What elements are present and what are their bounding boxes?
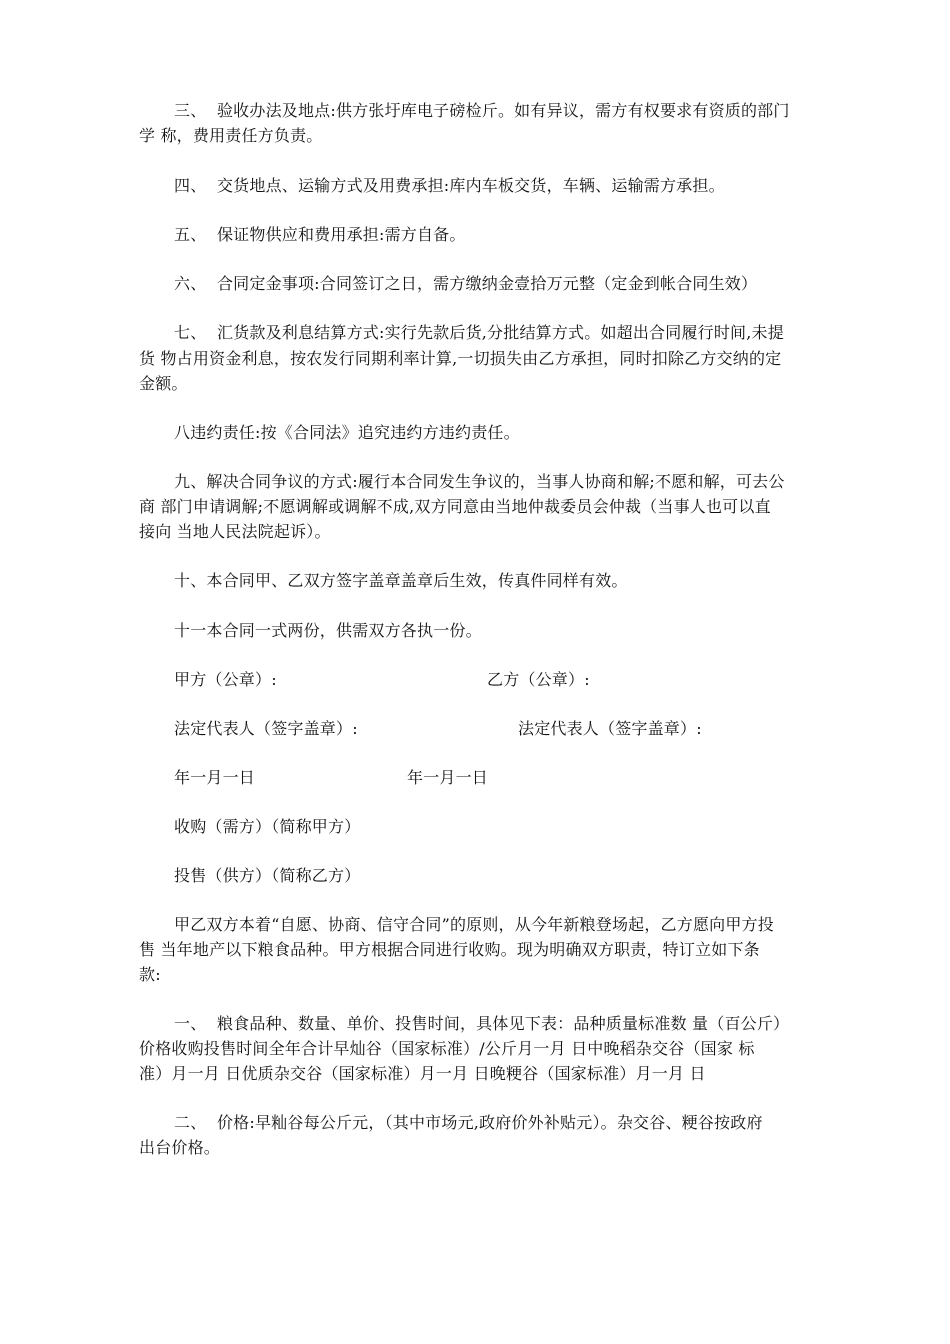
clause-6: 六、 合同定金事项:合同签订之日，需方缴纳金壹拾万元整（定金到帐合同生效） bbox=[174, 274, 758, 293]
clause-8: 八违约责任:按《合同法》追究违约方违约责任。 bbox=[174, 423, 520, 442]
clause-3-line-2: 学 称，费用责任方负责。 bbox=[139, 126, 323, 145]
clause-7-line-2: 货 物占用资金利息，按农发行同期利率计算,一切损失由乙方承担，同时扣除乙方交纳的定 bbox=[139, 349, 782, 368]
clause-10: 十、本合同甲、乙双方签字盖章盖章后生效，传真件同样有效。 bbox=[174, 571, 628, 590]
preamble-line-2: 售 当年地产以下粮食品种。甲方根据合同进行收购。现为明确双方职责，特订立如下条 bbox=[139, 940, 760, 959]
clause-1-line-3: 准）月一月 日优质杂交谷（国家标准）月一月 日晚粳谷（国家标准）月一月 日 bbox=[139, 1064, 706, 1083]
buyer-heading: 收购（需方）（简称甲方） bbox=[174, 817, 361, 836]
clause-1-line-2: 价格收购投售时间全年合计早灿谷（国家标准）/公斤月一月 日中晚稻杂交谷（国家 标 bbox=[139, 1039, 755, 1058]
clause-2-line-1: 二、 价格:早籼谷每公斤元，（其中市场元,政府价外补贴元）。杂交谷、粳谷按政府 bbox=[174, 1113, 763, 1132]
party-b-date: 年一月一日 bbox=[407, 768, 489, 787]
party-a-representative-label: 法定代表人（签字盖章）: bbox=[174, 719, 358, 738]
clause-2-line-2: 出台价格。 bbox=[139, 1138, 221, 1157]
clause-9-line-3: 接向 当地人民法院起诉）。 bbox=[139, 522, 331, 541]
preamble-line-3: 款: bbox=[139, 965, 161, 984]
seller-heading: 投售（供方）（简称乙方） bbox=[174, 866, 361, 885]
party-a-date: 年一月一日 bbox=[174, 768, 256, 787]
party-b-seal-label: 乙方（公章）: bbox=[487, 670, 590, 689]
clause-11: 十一本合同一式两份，供需双方各执一份。 bbox=[174, 621, 482, 640]
party-b-representative-label: 法定代表人（签字盖章）: bbox=[518, 719, 702, 738]
party-a-seal-label: 甲方（公章）: bbox=[174, 670, 277, 689]
clause-1-line-1: 一、 粮食品种、数量、单价、投售时间，具体见下表：品种质量标准数 量（百公斤） bbox=[174, 1014, 790, 1033]
preamble-line-1: 甲乙双方本着“自愿、协商、信守合同”的原则，从今年新粮登场起，乙方愿向甲方投 bbox=[174, 915, 774, 934]
clause-7-line-1: 七、 汇货款及利息结算方式:实行先款后货,分批结算方式。如超出合同履行时间,未提 bbox=[174, 323, 784, 342]
clause-5: 五、 保证物供应和费用承担:需方自备。 bbox=[174, 225, 466, 244]
clause-7-line-3: 金额。 bbox=[139, 374, 188, 393]
clause-3-line-1: 三、 验收办法及地点:供方张圩库电子磅检斤。如有异议，需方有权要求有资质的部门 bbox=[174, 101, 790, 120]
clause-9-line-1: 九、解决合同争议的方式:履行本合同发生争议的，当事人协商和解;不愿和解，可去公 bbox=[174, 472, 785, 491]
clause-9-line-2: 商 部门申请调解;不愿调解或调解不成,双方同意由当地仲裁委员会仲裁（当事人也可以直 bbox=[139, 497, 771, 516]
clause-4: 四、 交货地点、运输方式及用费承担:库内车板交货，车辆、运输需方承担。 bbox=[174, 176, 725, 195]
